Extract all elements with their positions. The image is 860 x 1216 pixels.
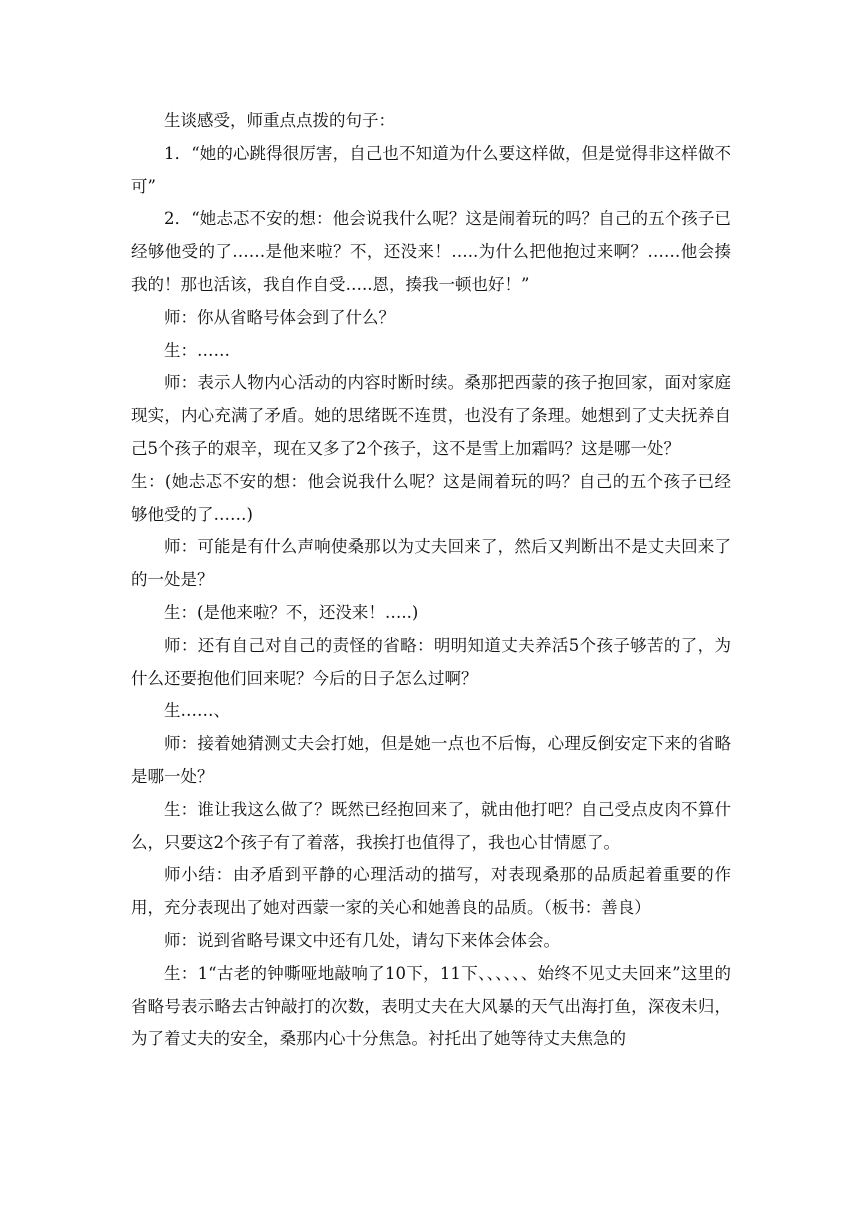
paragraph-student-analysis: 生：1“古老的钟嘶哑地敲响了10下，11下、、、、、、始终不见丈夫回来”这里的省略号表示略去古钟敲打的次数，表明丈夫在大风暴的天气出海打鱼，深夜未归，为了着丈夫的安全，桑那内心十分焦急。衬托出了她等待丈夫焦急的: [131, 963, 731, 1049]
paragraph-student-reply-1: 生：(她忐忑不安的想：他会说我什么呢？这是闹着玩的吗？自己的五个孩子已经够他受的了……): [131, 471, 731, 524]
document-body: [131, 105, 731, 1056]
paragraph-teacher-question-4: 师：接着她猜测丈夫会打她，但是她一点也不后悔，心理反倒安定下来的省略是哪一处？: [131, 734, 731, 786]
paragraph-quote-2: 2．“她忐忑不安的想：他会说我什么呢？这是闹着玩的吗？自己的五个孩子已经够他受的了……是他来啦？不，还没来！…..为什么把他抱过来啊？……他会揍我的！那也活该，我自作自受…..恩，揍我一顿也好！”: [131, 209, 731, 294]
paragraph-quote-1: 1．“她的心跳得很厉害，自己也不知道为什么要这样做，但是觉得非这样做不可”: [131, 143, 731, 196]
paragraph-student-reply-4: 生：谁让我这么做了？既然已经抱回来了，就由他打吧？自己受点皮肉不算什么，只要这2个孩子有了着落，我挨打也值得了，我也心甘情愿了。: [131, 799, 731, 852]
paragraph-student-reply-2: 生：(是他来啦？不，还没来！…..): [164, 602, 419, 622]
paragraph-teacher-question: 师：你从省略号体会到了什么？: [164, 307, 395, 327]
paragraph-student-answer: 生：……: [164, 340, 230, 360]
paragraph-teacher-task: 师：说到省略号课文中还有几处，请勾下来体会体会。: [164, 930, 560, 950]
paragraph-student-reply-3: 生……、: [164, 701, 230, 721]
paragraph-intro: 生谈感受，师重点点拨的句子：: [164, 111, 395, 130]
paragraph-teacher-question-2: 师：可能是有什么声响使桑那以为丈夫回来了，然后又判断出不是丈夫回来了的一处是？: [131, 537, 731, 590]
paragraph-teacher-explanation: 师：表示人物内心活动的内容时断时续。桑那把西蒙的孩子抱回家，面对家庭现实，内心充满了矛盾。她的思绪既不连贯，也没有了条理。她想到了丈夫抚养自己5个孩子的艰辛，现在又多了2个孩子，这不是雪上加霜吗？这是哪一处？: [131, 373, 731, 458]
paragraph-teacher-summary: 师小结：由矛盾到平静的心理活动的描写，对表现桑那的品质起着重要的作用，充分表现出了她对西蒙一家的关心和她善良的品质。（板书：善良）: [131, 865, 731, 918]
paragraph-teacher-question-3: 师：还有自己对自己的责怪的省略：明明知道丈夫养活5个孩子够苦的了，为什么还要抱他们回来呢？今后的日子怎么过啊？: [131, 635, 731, 688]
